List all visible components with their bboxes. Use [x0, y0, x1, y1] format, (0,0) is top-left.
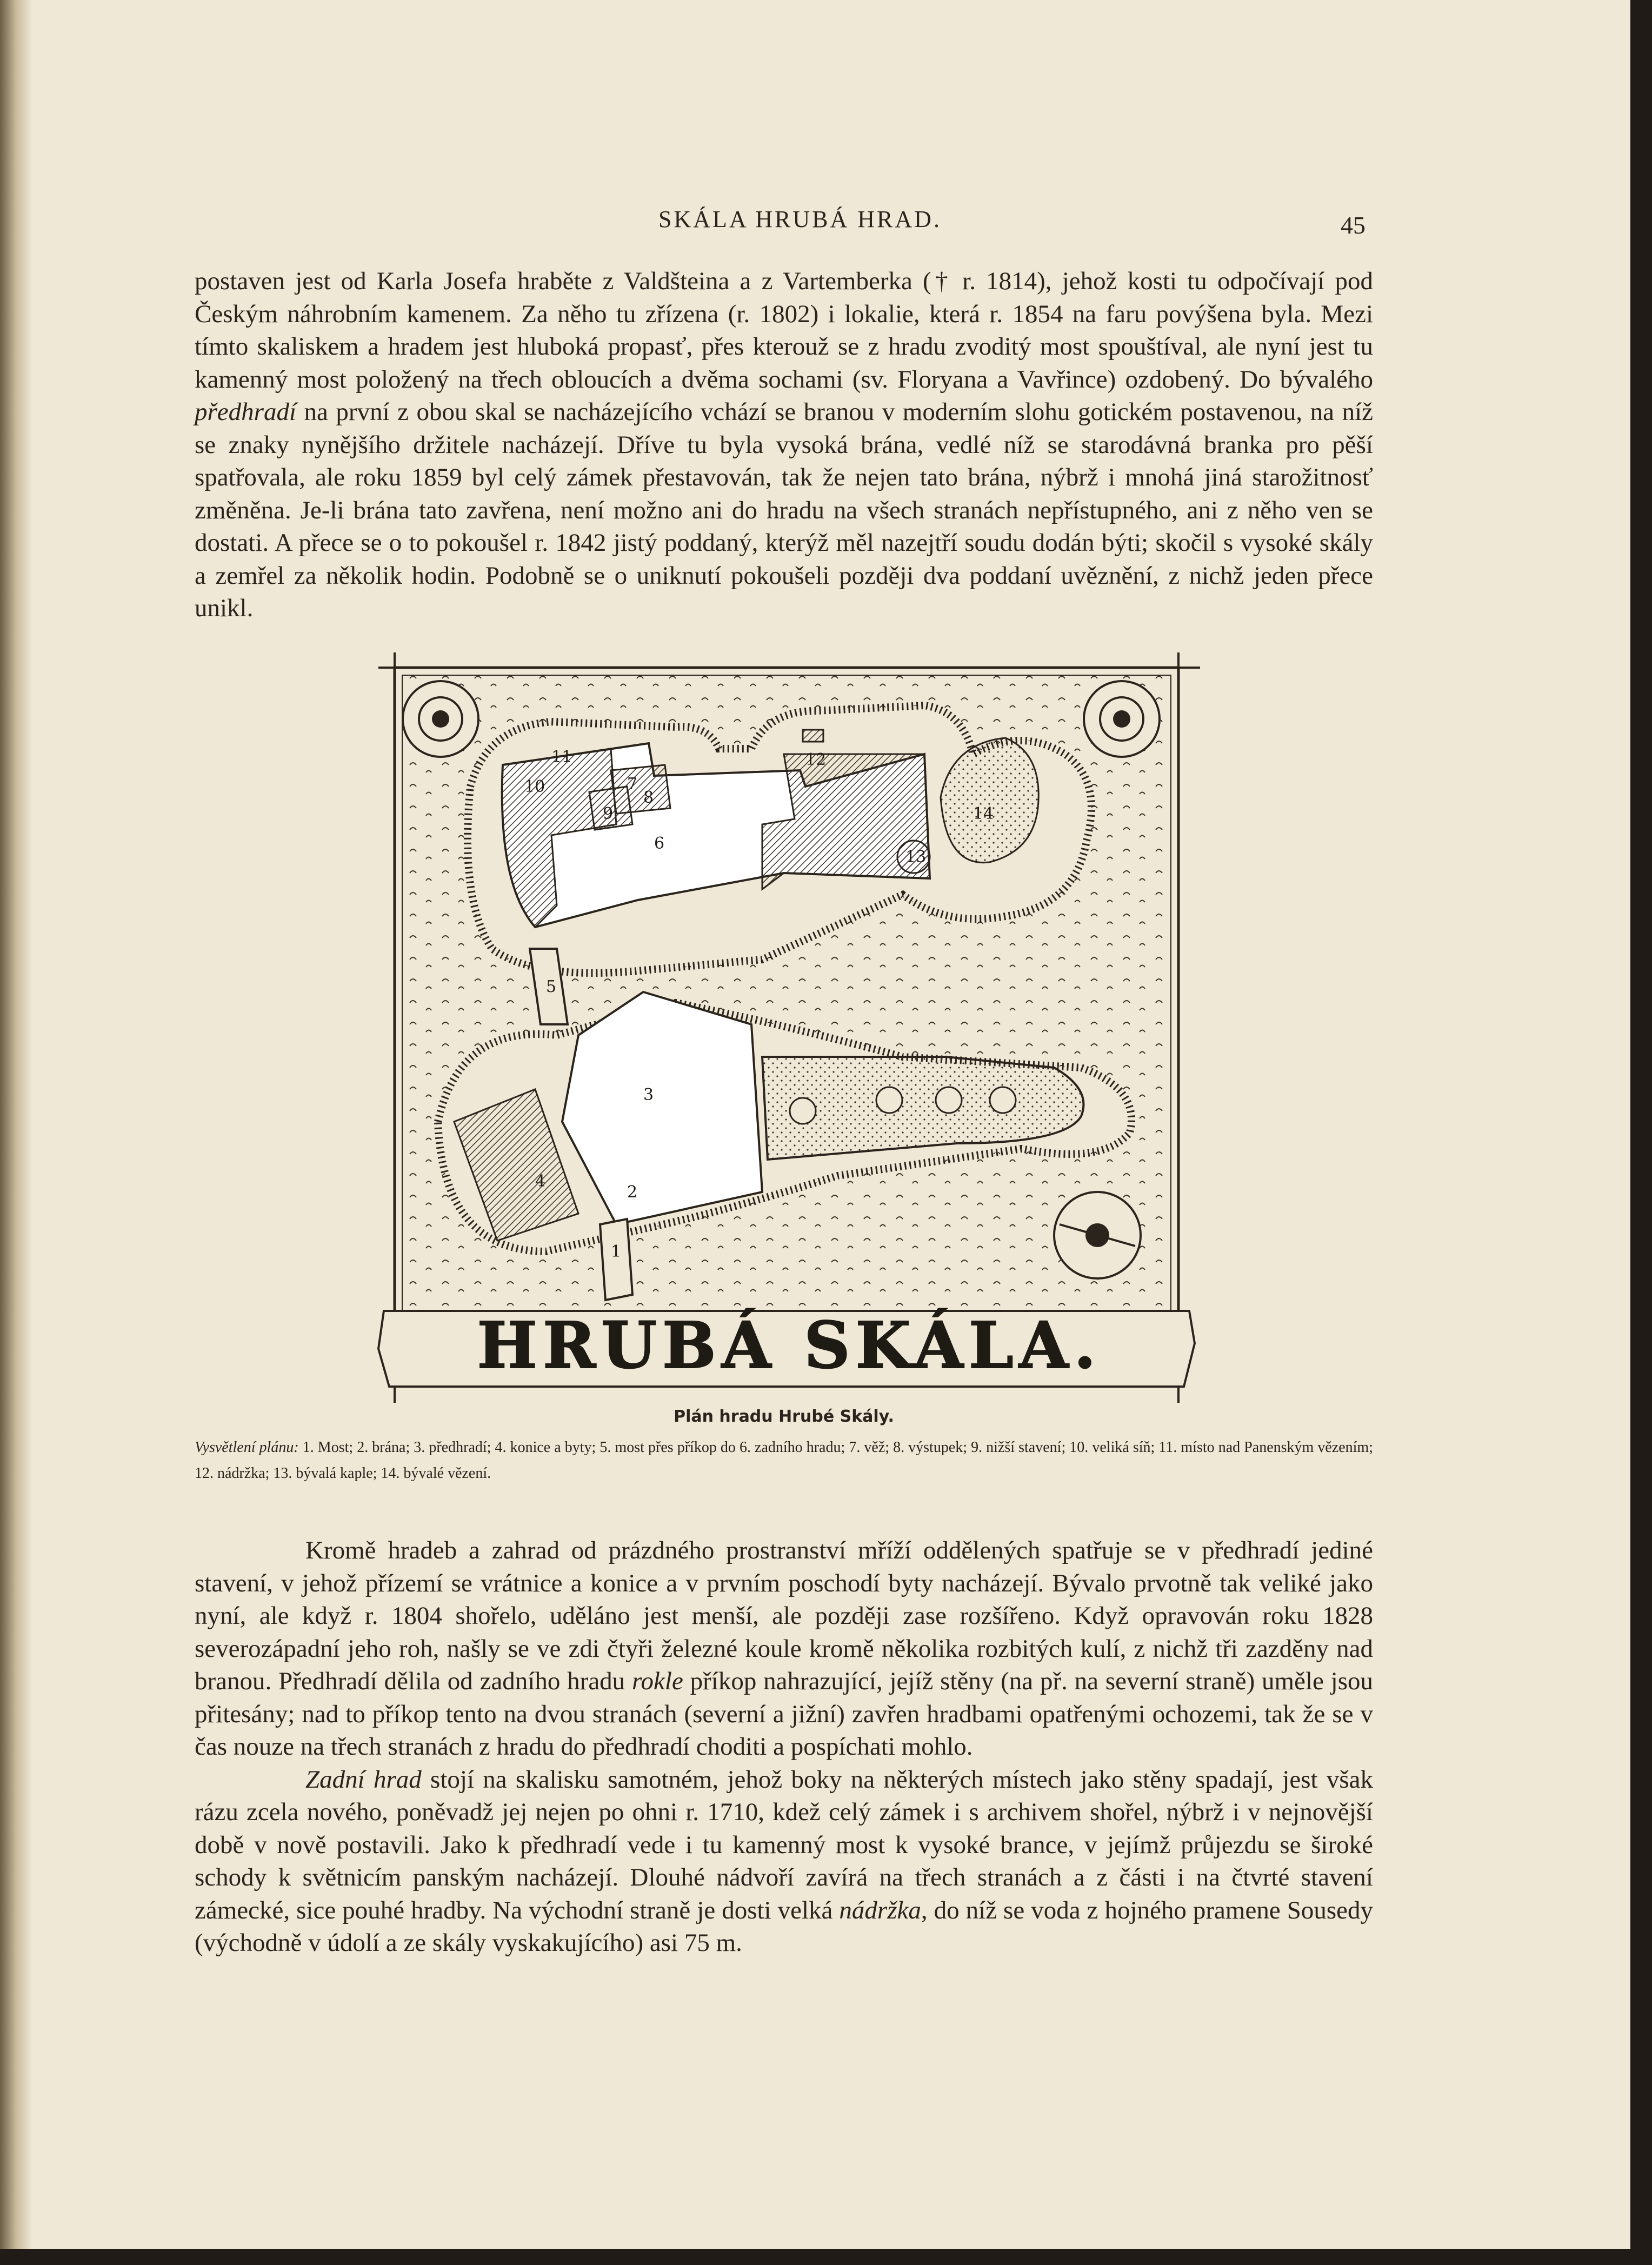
- paragraph-1: [195, 265, 1373, 625]
- plan-number-13: 13: [905, 848, 927, 867]
- plan-number-4: 4: [535, 1172, 546, 1191]
- term-nadrzka: nádržka: [839, 1896, 921, 1924]
- paragraph-3-part-b: , do níž se voda z hojného pramene Sousedy (východně v údolí a ze skály vyskakujícího) asi 75 m.: [195, 1896, 1373, 1957]
- plan-number-6: 6: [654, 834, 665, 853]
- rosette-right: [1084, 681, 1160, 757]
- running-title: SKÁLA HRUBÁ HRAD.: [658, 206, 942, 232]
- paragraph-3-part-a: stojí na skalisku samotném, jehož boky na některých místech jako stěny spadají, jest však rázu zcela nového, poněvadž jej nejen po ohni r. 1710, kdež celý zámek i s archivem shořel, nýbrž i v nejnovější době v nově postavili. Jako k předhradí vede i tu kamenný most k vysoké brance, v jejímž průjezdu se široké schody k světnicím panským nacházejí. Dlouhé nádvoří zavírá na třech stranách a z části i na čtvrté stavení zámecké, sice pouhé hradby. Na východní straně je dosti velká: [195, 1765, 1373, 1924]
- rosette-left: [403, 681, 478, 757]
- plan-legend: [195, 1435, 1373, 1487]
- plan-title-banner: [378, 1308, 1195, 1387]
- plan-number-5: 5: [546, 977, 557, 996]
- plan-number-3: 3: [643, 1085, 654, 1104]
- paragraph-2-part-a: Kromě hradeb a zahrad od prázdného prostranství mříží oddělených spatřuje se v předhradí jediné stavení, v jehož přízemí se vrátnice a konice a v prvním poschodí byty nacházejí. Bývalo prvotně tak veliké jako nyní, ale když r. 1804 shořelo, uděláno jest menší, ale později zase rozšířeno. Když opravován roku 1828 severozápadní jeho roh, našly se ve zdi čtyři železné koule kromě několika rozbitých kulí, z nichž tři zazděny nad branou. Předhradí dělila od zadního hradu: [195, 1536, 1373, 1695]
- castle-plan-drawing: [373, 646, 1205, 1414]
- term-predhradi: předhradí: [195, 398, 296, 426]
- plan-number-9: 9: [603, 804, 614, 823]
- term-zadni-hrad: Zadní hrad: [305, 1765, 422, 1794]
- page-number: 45: [1341, 211, 1365, 239]
- bottom-text-block: [195, 1534, 1373, 1960]
- plan-number-11: 11: [551, 748, 572, 767]
- scan-edge-right: [1630, 0, 1652, 2265]
- plan-number-12: 12: [805, 750, 827, 769]
- area-12-cistern: [803, 730, 823, 742]
- plan-number-2: 2: [627, 1183, 638, 1202]
- castle-plan-figure: [373, 646, 1205, 1414]
- paragraph-1-part-a: postaven jest od Karla Josefa hraběte z Valdšteina a z Vartemberka († r. 1814), jehož kosti tu odpočívají pod Českým náhrobním kamenem. Za něho tu zřízena (r. 1802) i lokalie, která r. 1854 na faru povýšena byla. Mezi tímto skaliskem a hradem jest hluboká propasť, přes kterouž se z hradu zvoditý most spouštíval, ale nyní jest tu kamenný most položený na třech obloucích a dvěma sochami (sv. Floryana a Vavřince) ozdobený. Do bývalého: [195, 267, 1373, 394]
- plan-number-8: 8: [643, 788, 654, 807]
- paragraph-2-part-b: příkop nahrazující, jejíž stěny (na př. na severní straně) uměle jsou přitesány; nad to příkop tento na dvou stranách (severní a jižní) zavřen hradbami opatřenými ochozemi, tak že se v čas nouze na třech stranách z hradu do předhradí choditi a pospíchati mohlo.: [195, 1667, 1374, 1761]
- top-text-block: [195, 265, 1373, 625]
- plan-title: HRUBÁ SKÁLA.: [477, 1308, 1102, 1383]
- paragraph-1-part-b: na první z obou skal se nacházejícího vchází se branou v moderním slohu gotickém postavenou, na níž se znaky nynějšího držitele nacházejí. Dříve tu byla vysoká brána, vedlé níž se starodávná branka pro pěší spatřovala, ale roku 1859 byl celý zámek přestavován, tak že nejen tato brána, nýbrž i mnohá jiná starožitnosť změněna. Je-li brána tato zavřena, není možno ani do hradu na všech stranách nepřístupného, ani z něho ven se dostati. A přece se o to pokoušel r. 1842 jistý poddaný, kterýž měl nazejtří soudu dodán býti; skočil s vysoké skály a zemřel za několik hodin. Podobně se o uniknutí pokoušeli později dva poddaní uvěznění, z nichž jeden přece unikl.: [195, 398, 1373, 622]
- plan-number-14: 14: [973, 804, 994, 823]
- legend-label: Vysvětlení plánu:: [195, 1439, 299, 1456]
- paragraph-3: [195, 1763, 1373, 1960]
- compass-rose: [1054, 1192, 1141, 1278]
- plan-number-10: 10: [524, 777, 545, 796]
- plan-number-7: 7: [627, 775, 638, 794]
- plan-number-1: 1: [611, 1242, 622, 1261]
- plan-caption: Plán hradu Hrubé Skály.: [674, 1407, 894, 1426]
- paragraph-2: [195, 1534, 1373, 1763]
- legend-text: 1. Most; 2. brána; 3. předhradí; 4. konice a byty; 5. most přes příkop do 6. zadního hradu; 7. věž; 8. výstupek; 9. nižší stavení; 10. veliká síň; 11. místo nad Panenským vězením; 12. nádržka; 13. bývalá kaple; 14. bývalé vězení.: [195, 1439, 1373, 1482]
- scan-edge-bottom: [0, 2249, 1652, 2265]
- term-rokle: rokle: [631, 1667, 683, 1695]
